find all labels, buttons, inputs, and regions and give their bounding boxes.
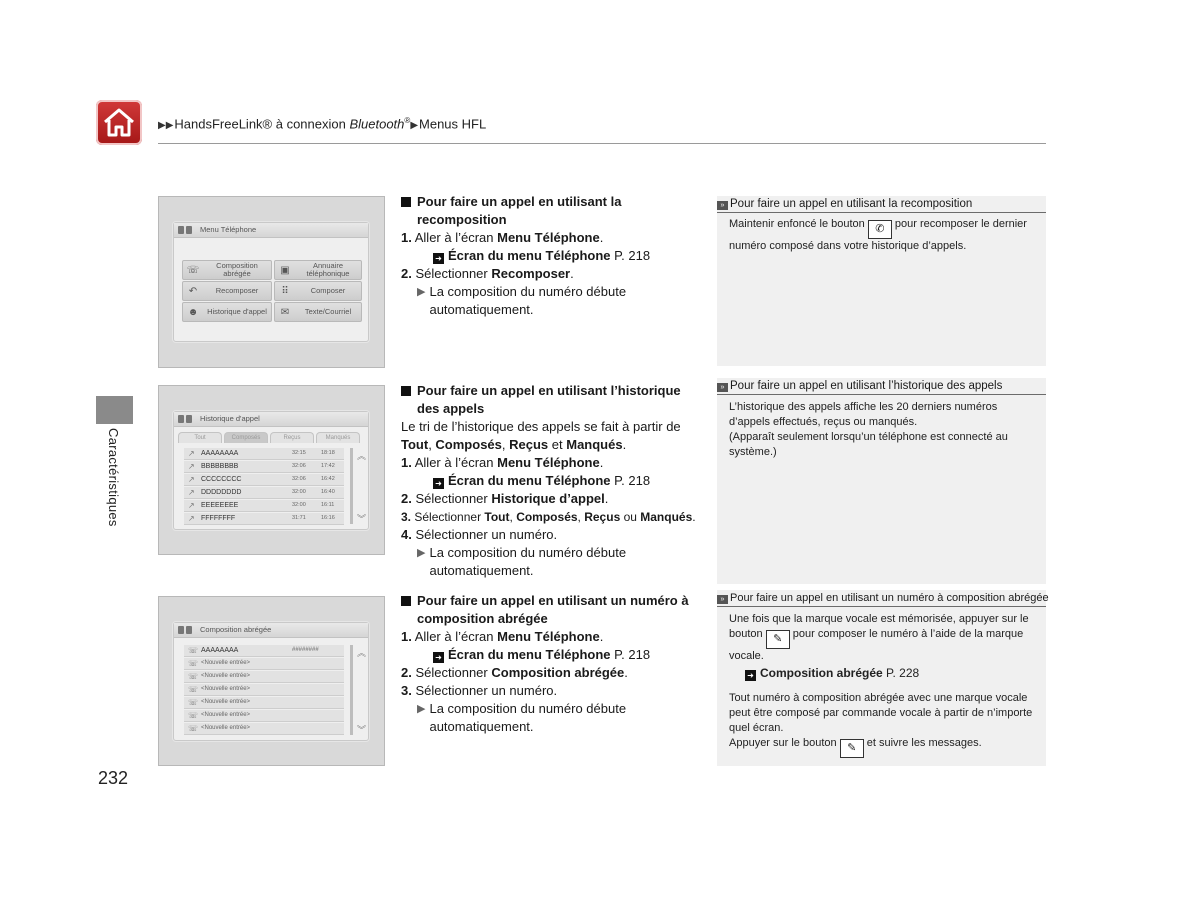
outgoing-call-icon: ↗ [188, 449, 195, 458]
step-2: 2. Sélectionner Historique d’appel. [401, 491, 609, 506]
reference-icon: ➜ [433, 652, 444, 663]
note-body: L’historique des appels affiche les 20 derniers numéros d’appels effectués, reçus ou manqués. (Apparaît seulement lorsqu’un téléphone est connecté au système.) [729, 401, 1008, 458]
redial-icon: ↶ [188, 285, 198, 297]
outgoing-call-icon: ↗ [188, 462, 195, 471]
list-item[interactable]: ↗ DDDDDDDD 32:00 16:40 [184, 487, 344, 499]
scrollbar[interactable] [350, 448, 353, 524]
section-tab[interactable] [96, 396, 133, 424]
section-title: Pour faire un appel en utilisant l’historique des appels [401, 382, 706, 418]
section-speed-dial [401, 592, 706, 736]
dial-button[interactable]: ⠿ Composer [274, 281, 362, 301]
section-title: Pour faire un appel en utilisant la recomposition [401, 193, 701, 229]
phone-icon [178, 415, 194, 423]
speed-dial-icon: ☏ [188, 724, 199, 733]
list-item[interactable]: ↗ BBBBBBBB 32:06 17:42 [184, 461, 344, 473]
tab-recus[interactable]: Reçus [270, 432, 314, 443]
scrollbar[interactable] [350, 645, 353, 735]
list-item[interactable]: ☏ <Nouvelle entrée> [184, 710, 344, 722]
tab-tout[interactable]: Tout [178, 432, 222, 443]
call-history-button[interactable]: ☻ Historique d'appel [182, 302, 272, 322]
speed-dial-icon: ☏ [188, 646, 199, 655]
step-1: 1. Aller à l’écran Menu Téléphone. [401, 629, 604, 644]
note-speed-dial [717, 590, 1049, 766]
note-icon: » [717, 383, 728, 392]
step-2: 2. Sélectionner Composition abrégée. [401, 665, 628, 680]
note-title: » Pour faire un appel en utilisant un numéro à composition abrégée [717, 590, 1046, 607]
arrow-right-icon: ▶ [410, 120, 419, 132]
step-4: 4. Sélectionner un numéro. [401, 527, 558, 542]
pointer-icon: ▶ [417, 703, 426, 715]
list-item[interactable]: ☏ <Nouvelle entrée> [184, 658, 344, 670]
page-number: 232 [98, 768, 129, 788]
speed-dial-icon: ☏ [188, 672, 199, 681]
phone-icon [178, 626, 194, 634]
home-button[interactable] [96, 100, 142, 145]
talk-button-icon: ✎ [766, 630, 790, 649]
envelope-icon: ✉ [280, 306, 290, 318]
note-title: » Pour faire un appel en utilisant la recomposition [717, 196, 1046, 213]
phonebook-button[interactable]: ▣ Annuaire téléphonique [274, 260, 362, 280]
list-item[interactable]: ☏ <Nouvelle entrée> [184, 723, 344, 735]
tab-composes[interactable]: Composés [224, 432, 268, 443]
list-item[interactable]: ☏ <Nouvelle entrée> [184, 671, 344, 683]
step-2: 2. Sélectionner Recomposer. [401, 266, 574, 281]
screen [173, 622, 369, 741]
outgoing-call-icon: ↗ [188, 514, 195, 523]
history-tabs [178, 432, 364, 442]
scroll-down-icon[interactable]: ︾ [357, 725, 367, 735]
note-body: Maintenir enfoncé le bouton ✆ pour recomposer le dernier numéro composé dans votre historique d’appels. [729, 218, 1027, 252]
step-result: ▶ La composition du numéro débute automatiquement. [417, 701, 627, 734]
section-label: Caractéristiques [106, 428, 121, 527]
speed-dial-screenshot [158, 596, 385, 766]
reference-link[interactable]: ➜ Écran du menu Téléphone P. 218 [401, 247, 701, 265]
reference-icon: ➜ [433, 253, 444, 264]
step-3: 3. Sélectionner un numéro. [401, 683, 558, 698]
reference-icon: ➜ [745, 670, 756, 681]
outgoing-call-icon: ↗ [188, 475, 195, 484]
speed-dial-icon: ☏ [188, 685, 199, 694]
note-call-history [717, 378, 1046, 584]
breadcrumb: ▶▶HandsFreeLink® à connexion Bluetooth®▶Menus HFL [158, 116, 487, 132]
speed-dial-icon: ☏ [188, 711, 199, 720]
list-item[interactable]: ↗ EEEEEEEE 32:00 16:11 [184, 500, 344, 512]
pointer-icon: ▶ [417, 286, 426, 298]
note-icon: » [717, 201, 728, 210]
speed-dial-icon: ☏ [188, 698, 199, 707]
phone-icon [178, 226, 194, 234]
section-redial [401, 193, 701, 319]
phone-button-icon: ✆ [868, 220, 892, 239]
note-redial [717, 196, 1046, 366]
step-1: 1. Aller à l’écran Menu Téléphone. [401, 455, 604, 470]
reference-link[interactable]: ➜ Écran du menu Téléphone P. 218 [401, 646, 706, 664]
outgoing-call-icon: ↗ [188, 488, 195, 497]
pointer-icon: ▶ [417, 547, 426, 559]
outgoing-call-icon: ↗ [188, 501, 195, 510]
scroll-up-icon[interactable]: ︽ [357, 648, 367, 658]
text-email-button[interactable]: ✉ Texte/Courriel [274, 302, 362, 322]
section-call-history [401, 382, 706, 580]
header-divider [158, 143, 1046, 144]
list-item[interactable]: ☏ <Nouvelle entrée> [184, 684, 344, 696]
note-body: Une fois que la marque vocale est mémorisée, appuyer sur le bouton ✎ pour composer le numéro à l’aide de la marque vocale. ➜ Composition abrégée P. 228 Tout numéro à composition abrégée avec une marque vocale peut être composé par commande vocale à partir de n’importe quel écran. Appuyer sur le bouton ✎ et suivre les messages. [729, 612, 1038, 758]
reference-link[interactable]: ➜ Écran du menu Téléphone P. 218 [401, 472, 706, 490]
book-icon: ▣ [280, 264, 290, 276]
speed-dial-button[interactable]: ☏ Composition abrégée [182, 260, 272, 280]
list-item[interactable]: ↗ FFFFFFFF 31:71 16:16 [184, 513, 344, 525]
list-item[interactable]: ↗ AAAAAAAA 32:15 18:18 [184, 448, 344, 460]
keypad-icon: ⠿ [281, 285, 289, 297]
section-title: Pour faire un appel en utilisant un numéro à composition abrégée [401, 592, 706, 628]
list-item[interactable]: ☏ AAAAAAAA ######## [184, 645, 344, 657]
reference-link[interactable]: ➜ Composition abrégée P. 228 [729, 666, 1038, 681]
section-intro: Le tri de l’historique des appels se fait à partir de Tout, Composés, Reçus et Manqués. [401, 419, 681, 452]
screen-title-bar: Historique d'appel [174, 412, 368, 427]
step-result: ▶ La composition du numéro débute automatiquement. [417, 284, 627, 317]
call-history-screenshot [158, 385, 385, 555]
scroll-up-icon[interactable]: ︽ [357, 451, 367, 461]
step-result: ▶ La composition du numéro débute automatiquement. [417, 545, 627, 578]
breadcrumb-link-menus-hfl[interactable]: Menus HFL [419, 116, 487, 132]
scroll-down-icon[interactable]: ︾ [357, 514, 367, 524]
tab-manques[interactable]: Manqués [316, 432, 360, 443]
talk-button-icon: ✎ [840, 739, 864, 758]
arrow-right-icon: ▶▶ [158, 120, 174, 132]
menu-telephone-screenshot [158, 196, 385, 368]
step-3: 3. Sélectionner Tout, Composés, Reçus ou Manqués. [401, 510, 696, 524]
home-icon [102, 107, 136, 139]
redial-button[interactable]: ↶ Recomposer [182, 281, 272, 301]
speed-dial-icon: ☏ [186, 264, 200, 276]
screen-title-bar: Composition abrégée [174, 623, 368, 638]
list-item[interactable]: ☏ <Nouvelle entrée> [184, 697, 344, 709]
note-title: » Pour faire un appel en utilisant l’historique des appels [717, 378, 1046, 395]
screen-title-bar: Menu Téléphone [174, 223, 368, 238]
note-icon: » [717, 595, 728, 604]
person-icon: ☻ [187, 306, 199, 318]
list-item[interactable]: ↗ CCCCCCCC 32:06 16:42 [184, 474, 344, 486]
speed-dial-icon: ☏ [188, 659, 199, 668]
step-1: 1. Aller à l’écran Menu Téléphone. [401, 230, 604, 245]
screen [173, 411, 369, 530]
reference-icon: ➜ [433, 478, 444, 489]
screen [173, 222, 369, 342]
